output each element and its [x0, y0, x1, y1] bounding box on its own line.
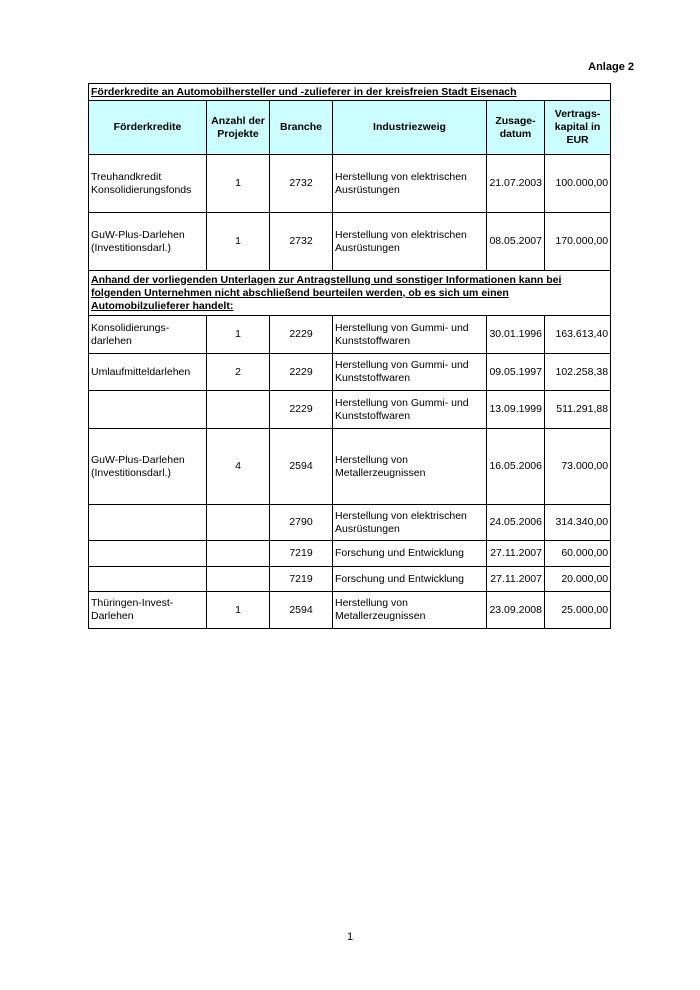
cell-foerderkredit: Umlaufmitteldarlehen	[89, 354, 207, 391]
page-number: 1	[346, 931, 354, 943]
cell-foerderkredit	[89, 505, 207, 541]
table-row	[89, 429, 611, 505]
cell-vertragskapital: 511.291,88	[545, 391, 611, 429]
cell-anzahl: 1	[207, 316, 270, 354]
cell-industriezweig: Herstellung von Gummi- und Kunststoffwaren	[333, 316, 487, 354]
header-vertragskapital: Vertrags-kapital in EUR	[545, 101, 611, 155]
table-row	[89, 567, 611, 592]
header-foerderkredite: Förderkredite	[89, 101, 207, 155]
cell-branche: 2732	[270, 213, 333, 271]
cell-zusagedatum: 09.05.1997	[487, 354, 545, 391]
cell-vertragskapital: 20.000,00	[545, 567, 611, 592]
table-row	[89, 391, 611, 429]
cell-industriezweig: Herstellung von Gummi- und Kunststoffwaren	[333, 354, 487, 391]
cell-foerderkredit	[89, 567, 207, 592]
cell-branche: 2594	[270, 429, 333, 505]
table-row	[89, 155, 611, 213]
cell-vertragskapital: 60.000,00	[545, 541, 611, 567]
cell-vertragskapital: 73.000,00	[545, 429, 611, 505]
cell-vertragskapital: 170.000,00	[545, 213, 611, 271]
table-row	[89, 541, 611, 567]
table-row	[89, 354, 611, 391]
cell-zusagedatum: 27.11.2007	[487, 567, 545, 592]
cell-anzahl	[207, 567, 270, 592]
cell-zusagedatum: 21.07.2003	[487, 155, 545, 213]
table-title: Förderkredite an Automobilhersteller und -zulieferer in der kreisfreien Stadt Eisenach	[89, 84, 611, 101]
cell-foerderkredit: GuW-Plus-Darlehen (Investitionsdarl.)	[89, 429, 207, 505]
cell-zusagedatum: 27.11.2007	[487, 541, 545, 567]
cell-zusagedatum: 24.05.2006	[487, 505, 545, 541]
cell-branche: 2229	[270, 316, 333, 354]
cell-vertragskapital: 100.000,00	[545, 155, 611, 213]
header-zusagedatum: Zusage-datum	[487, 101, 545, 155]
cell-anzahl: 1	[207, 213, 270, 271]
cell-industriezweig: Herstellung von Metallerzeugnissen	[333, 592, 487, 629]
cell-branche: 2229	[270, 391, 333, 429]
cell-branche: 2732	[270, 155, 333, 213]
cell-branche: 2229	[270, 354, 333, 391]
cell-foerderkredit	[89, 541, 207, 567]
attachment-label: Anlage 2	[588, 61, 634, 73]
cell-industriezweig: Herstellung von Metallerzeugnissen	[333, 429, 487, 505]
cell-branche: 7219	[270, 567, 333, 592]
cell-zusagedatum: 16.05.2006	[487, 429, 545, 505]
cell-anzahl: 2	[207, 354, 270, 391]
header-industriezweig: Industriezweig	[333, 101, 487, 155]
cell-anzahl	[207, 391, 270, 429]
cell-anzahl: 4	[207, 429, 270, 505]
cell-foerderkredit: Thüringen-Invest-Darlehen	[89, 592, 207, 629]
cell-zusagedatum: 08.05.2007	[487, 213, 545, 271]
cell-branche: 7219	[270, 541, 333, 567]
cell-foerderkredit	[89, 391, 207, 429]
cell-anzahl	[207, 541, 270, 567]
cell-industriezweig: Forschung und Entwicklung	[333, 567, 487, 592]
table-row	[89, 505, 611, 541]
cell-branche: 2790	[270, 505, 333, 541]
cell-vertragskapital: 163.613,40	[545, 316, 611, 354]
header-branche: Branche	[270, 101, 333, 155]
notice-text: Anhand der vorliegenden Unterlagen zur Antragstellung und sonstiger Informationen kann bei folgenden Unternehmen nicht abschließend beurteilen werden, ob es sich um einen Automobilzulieferer handelt:	[89, 271, 611, 316]
cell-industriezweig: Herstellung von elektrischen Ausrüstungen	[333, 505, 487, 541]
cell-foerderkredit: Konsolidierungs-darlehen	[89, 316, 207, 354]
cell-zusagedatum: 13.09.1999	[487, 391, 545, 429]
cell-industriezweig: Herstellung von elektrischen Ausrüstungen	[333, 213, 487, 271]
table-row	[89, 592, 611, 629]
cell-industriezweig: Forschung und Entwicklung	[333, 541, 487, 567]
cell-branche: 2594	[270, 592, 333, 629]
cell-zusagedatum: 23.09.2008	[487, 592, 545, 629]
cell-anzahl: 1	[207, 155, 270, 213]
cell-foerderkredit: Treuhandkredit Konsolidierungsfonds	[89, 155, 207, 213]
cell-zusagedatum: 30.01.1996	[487, 316, 545, 354]
cell-vertragskapital: 314.340,00	[545, 505, 611, 541]
cell-foerderkredit: GuW-Plus-Darlehen (Investitionsdarl.)	[89, 213, 207, 271]
cell-anzahl	[207, 505, 270, 541]
cell-vertragskapital: 102.258,38	[545, 354, 611, 391]
cell-anzahl: 1	[207, 592, 270, 629]
header-anzahl: Anzahl der Projekte	[207, 101, 270, 155]
table-row	[89, 316, 611, 354]
cell-industriezweig: Herstellung von elektrischen Ausrüstungen	[333, 155, 487, 213]
header-row	[89, 101, 611, 155]
table-row	[89, 213, 611, 271]
cell-vertragskapital: 25.000,00	[545, 592, 611, 629]
funding-table	[88, 83, 611, 629]
cell-industriezweig: Herstellung von Gummi- und Kunststoffwaren	[333, 391, 487, 429]
